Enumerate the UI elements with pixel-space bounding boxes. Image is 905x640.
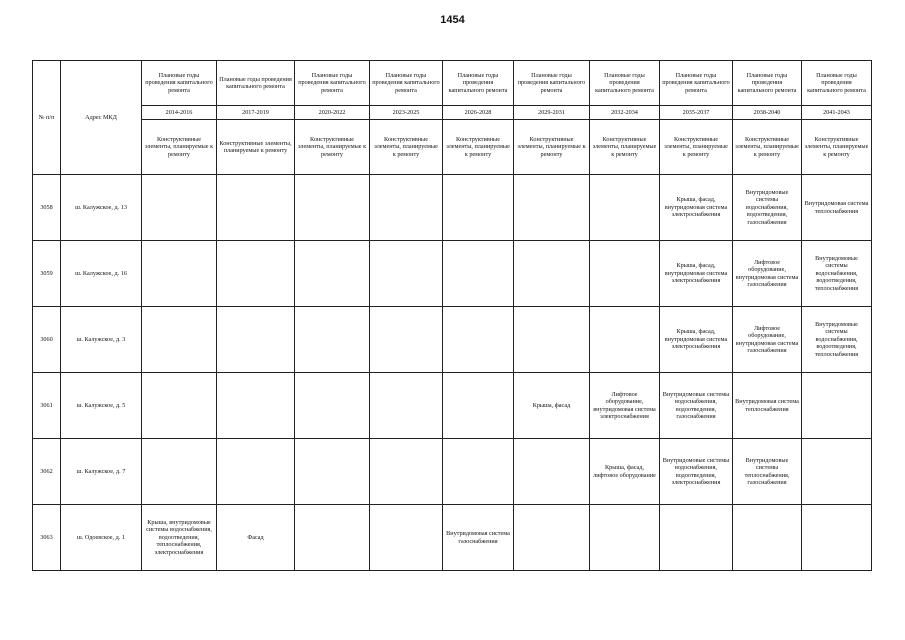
header-year-4: 2026-2028 — [443, 106, 514, 120]
repair-cell — [295, 373, 370, 439]
table-row — [33, 307, 872, 373]
row-address: ш. Калужское, д. 16 — [61, 241, 142, 307]
row-address: ш. Одоевское, д. 1 — [61, 505, 142, 571]
repair-cell: Крыша, фасад, внутридомовая система электроснабжения — [660, 241, 733, 307]
table-body — [33, 175, 872, 571]
row-number: 3062 — [33, 439, 61, 505]
capital-repair-table — [32, 60, 872, 571]
header-plan-label: Плановые годы проведения капитального ремонта — [443, 61, 514, 106]
header-elements-label: Конструктивные элементы, планируемые к ремонту — [660, 120, 733, 175]
header-elements-label: Конструктивные элементы, планируемые к ремонту — [142, 120, 217, 175]
repair-cell — [295, 175, 370, 241]
header-year-0: 2014-2016 — [142, 106, 217, 120]
header-year-9: 2041-2043 — [802, 106, 872, 120]
repair-cell — [217, 307, 295, 373]
repair-cell — [660, 505, 733, 571]
repair-cell — [217, 241, 295, 307]
repair-cell — [590, 505, 660, 571]
repair-cell — [802, 505, 872, 571]
repair-cell — [443, 439, 514, 505]
table-row — [33, 505, 872, 571]
repair-cell — [514, 241, 590, 307]
repair-cell — [370, 175, 443, 241]
row-number: 3063 — [33, 505, 61, 571]
header-year-2: 2020-2022 — [295, 106, 370, 120]
repair-cell — [142, 439, 217, 505]
header-elements-label: Конструктивные элементы, планируемые к ремонту — [295, 120, 370, 175]
header-plan-label: Плановые годы проведения капитального ремонта — [660, 61, 733, 106]
header-year-7: 2035-2037 — [660, 106, 733, 120]
repair-cell — [142, 373, 217, 439]
row-address: ш. Калужское, д. 3 — [61, 307, 142, 373]
repair-cell: Внутридомовые системы водоснабжения, водоотведения, теплоснабжения — [802, 241, 872, 307]
repair-cell: Крыша, фасад — [514, 373, 590, 439]
header-elements-label: Конструктивные элементы, планируемые к ремонту — [443, 120, 514, 175]
repair-cell: Лифтовое оборудование, внутридомовая система газоснабжения — [733, 241, 802, 307]
table-row — [33, 241, 872, 307]
repair-cell — [370, 307, 443, 373]
repair-cell: Фасад — [217, 505, 295, 571]
repair-cell — [217, 439, 295, 505]
repair-cell — [370, 505, 443, 571]
header-plan-label: Плановые годы проведения капитального ремонта — [295, 61, 370, 106]
repair-cell — [370, 439, 443, 505]
repair-cell — [295, 241, 370, 307]
header-elements-label: Конструктивные элементы, планируемые к ремонту — [370, 120, 443, 175]
header-address: Адрес МКД — [61, 61, 142, 175]
table-row — [33, 373, 872, 439]
repair-cell — [142, 307, 217, 373]
row-number: 3060 — [33, 307, 61, 373]
row-address: ш. Калужское, д. 7 — [61, 439, 142, 505]
header-plan-label: Плановые годы проведения капитального ремонта — [590, 61, 660, 106]
repair-cell: Внутридомовые системы водоснабжения, водоотведения, электроснабжения — [660, 439, 733, 505]
row-address: ш. Калужское, д. 13 — [61, 175, 142, 241]
header-plan-label: Плановые годы проведения капитального ремонта — [514, 61, 590, 106]
header-plan-label: Плановые годы проведения капитального ремонта — [802, 61, 872, 106]
repair-cell: Лифтовое оборудование, внутридомовая система электроснабжения — [590, 373, 660, 439]
repair-cell: Внутридомовые системы теплоснабжения, газоснабжения — [733, 439, 802, 505]
repair-cell — [370, 373, 443, 439]
header-year-1: 2017-2019 — [217, 106, 295, 120]
repair-cell: Внутридомовые системы водоснабжения, водоотведения, теплоснабжения — [802, 307, 872, 373]
table-row — [33, 439, 872, 505]
row-number: 3058 — [33, 175, 61, 241]
header-elements-label: Конструктивные элементы, планируемые к ремонту — [733, 120, 802, 175]
repair-cell — [514, 307, 590, 373]
repair-cell — [295, 505, 370, 571]
header-year-3: 2023-2025 — [370, 106, 443, 120]
header-elements-label: Конструктивные элементы, планируемые к ремонту — [217, 120, 295, 175]
repair-cell — [590, 175, 660, 241]
repair-cell — [142, 175, 217, 241]
repair-cell — [514, 175, 590, 241]
repair-cell — [802, 439, 872, 505]
header-year-6: 2032-2034 — [590, 106, 660, 120]
repair-cell: Лифтовое оборудование, внутридомовая система газоснабжения — [733, 307, 802, 373]
repair-cell — [443, 373, 514, 439]
row-number: 3059 — [33, 241, 61, 307]
row-address: ш. Калужское, д. 5 — [61, 373, 142, 439]
table-row — [33, 175, 872, 241]
header-plan-label: Плановые годы проведения капитального ремонта — [733, 61, 802, 106]
repair-cell — [443, 307, 514, 373]
repair-cell — [217, 175, 295, 241]
header-year-8: 2038-2040 — [733, 106, 802, 120]
page-number: 1454 — [440, 14, 465, 26]
repair-cell — [802, 373, 872, 439]
repair-cell: Крыша, фасад, внутридомовая система электроснабжения — [660, 307, 733, 373]
header-plan-label: Плановые годы проведения капитального ремонта — [217, 61, 295, 106]
repair-cell — [733, 505, 802, 571]
header-year-5: 2029-2031 — [514, 106, 590, 120]
repair-cell — [295, 439, 370, 505]
repair-cell: Внутридомовые системы водоснабжения, водоотведения, газоснабжения — [660, 373, 733, 439]
repair-cell — [142, 241, 217, 307]
header-elements-label: Конструктивные элементы, планируемые к ремонту — [590, 120, 660, 175]
header-elements-label: Конструктивные элементы, планируемые к ремонту — [514, 120, 590, 175]
repair-cell — [443, 241, 514, 307]
repair-cell — [514, 439, 590, 505]
repair-cell: Крыша, фасад, лифтовое оборудование — [590, 439, 660, 505]
repair-cell — [590, 307, 660, 373]
repair-cell — [443, 175, 514, 241]
repair-cell — [590, 241, 660, 307]
repair-cell — [217, 373, 295, 439]
header-plan-label: Плановые годы проведения капитального ремонта — [142, 61, 217, 106]
repair-cell — [295, 307, 370, 373]
repair-cell — [370, 241, 443, 307]
header-num: № п/п — [33, 61, 61, 175]
repair-cell: Внутридомовая система газоснабжения — [443, 505, 514, 571]
repair-cell: Внутридомовые системы водоснабжения, водоотведения, газоснабжения — [733, 175, 802, 241]
repair-cell: Крыша, фасад, внутридомовая система электроснабжения — [660, 175, 733, 241]
header-plan-label: Плановые годы проведения капитального ремонта — [370, 61, 443, 106]
header-elements-label: Конструктивные элементы, планируемые к ремонту — [802, 120, 872, 175]
table-header — [33, 61, 872, 175]
repair-cell: Внутридомовая система теплоснабжения — [802, 175, 872, 241]
repair-cell: Внутридомовая система теплоснабжения — [733, 373, 802, 439]
repair-cell: Крыша, внутридомовые системы водоснабжения, водоотведения, теплоснабжения, электроснабжения — [142, 505, 217, 571]
repair-cell — [514, 505, 590, 571]
row-number: 3061 — [33, 373, 61, 439]
